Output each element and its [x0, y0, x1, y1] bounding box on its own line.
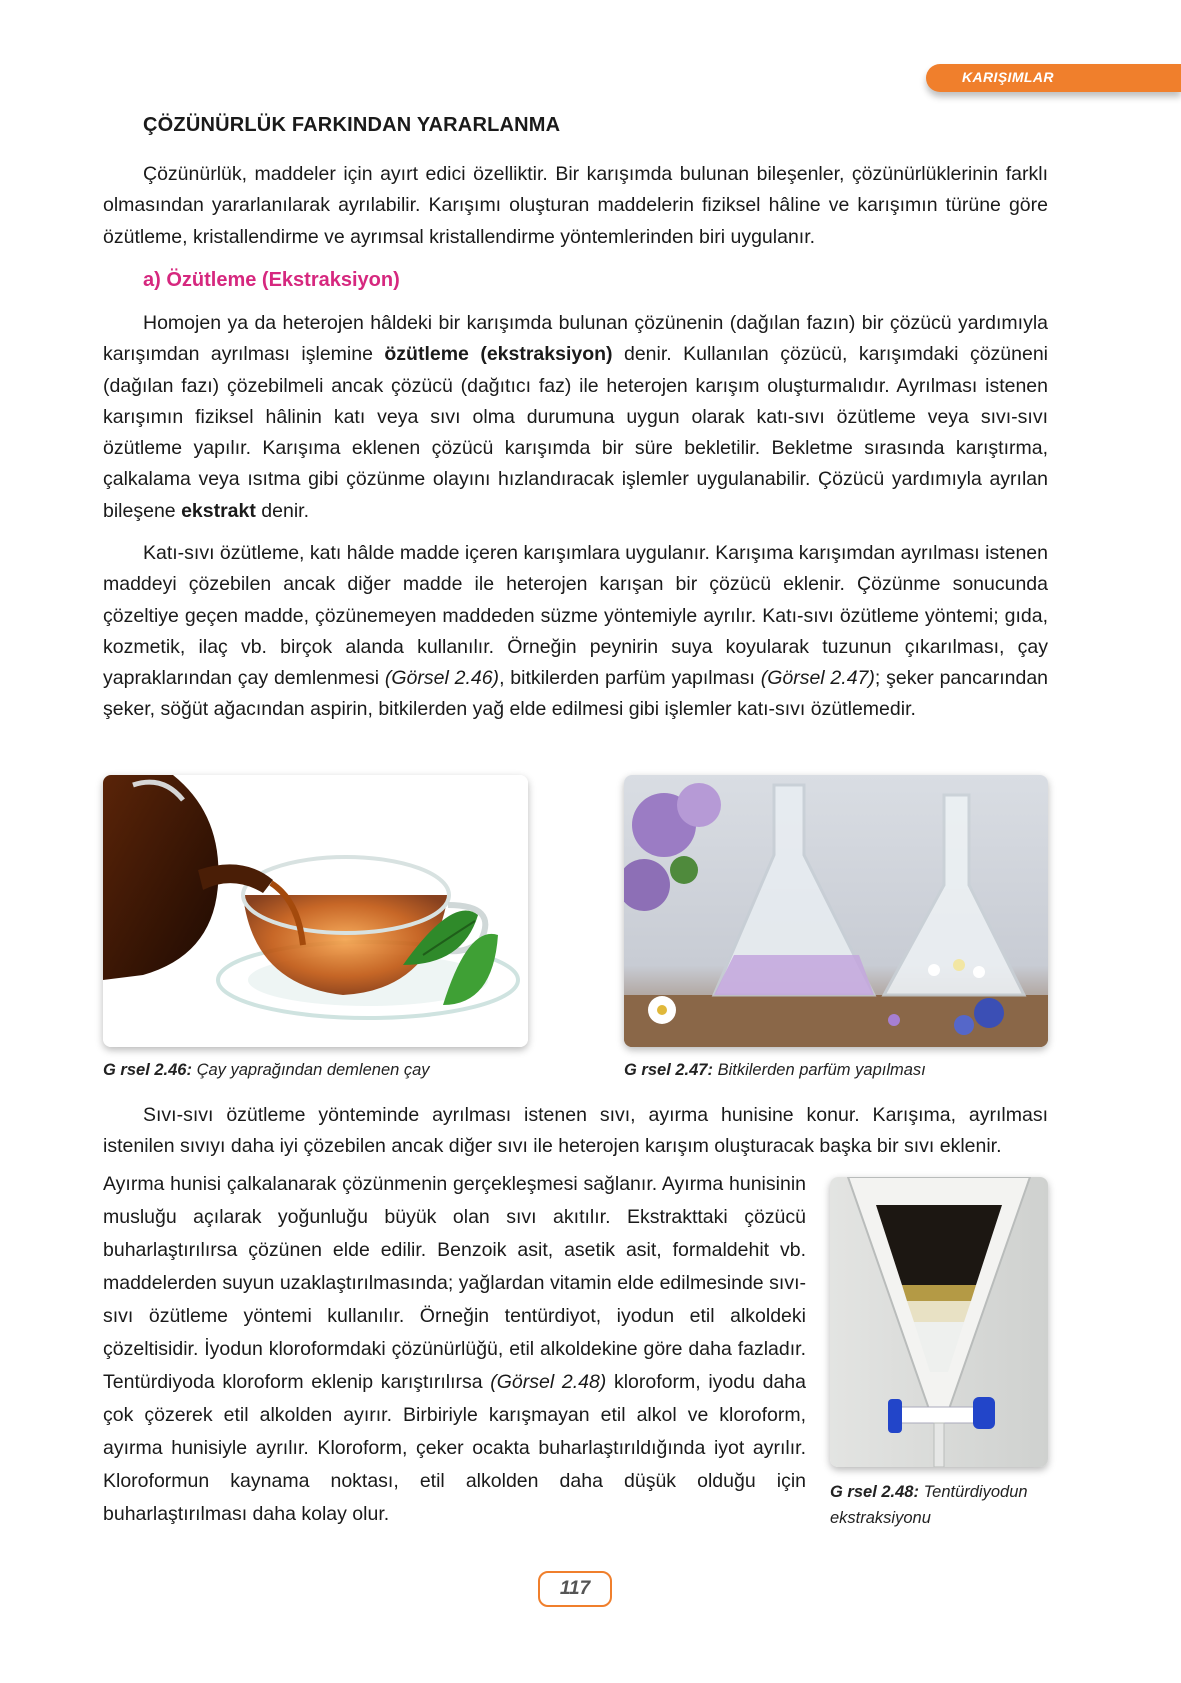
separatory-funnel-photo: [830, 1177, 1048, 1467]
section-title: ÇÖZÜNÜRLÜK FARKINDAN YARARLANMA: [143, 114, 561, 136]
solid-liquid-paragraph: Katı-sıvı özütleme, katı hâlde madde içeren karışımlara uygulanır. Karışıma karışımdan ayrılması istenen maddeyi çözebilen ancak diğer madde ile heterojen karışan bir çözücü eklenir. Çözünme sonucunda çözeltiye geçen madde, çözünemeyen maddeden süzme yöntemiyle ayrılır. Katı-sıvı özütleme yöntemi; gıda, kozmetik, ilaç vb. birçok alanda kullanılır. Örneğin peynirin suya koyularak tuzunun çıkarılması, çay yapraklarından çay demlenmesi (Görsel 2.46), bitkilerden parfüm yapılması (Görsel 2.47); şeker pancarından şeker, söğüt ağacından aspirin, bitkilerden yağ elde edilmesi gibi işlemler katı-sıvı özütlemedir.: [103, 542, 1049, 721]
chapter-tag: [926, 64, 1181, 92]
figure-caption-246: G rsel 2.46: Çay yaprağından demlenen çay: [103, 1061, 430, 1079]
tea-photo: [103, 775, 528, 1047]
intro-paragraph: Çözünürlük, maddeler için ayırt edici özelliktir. Bir karışımda bulunan bileşenler, çözünürlüklerinin farklı olmasından yararlanılarak ayrılabilir. Karışımı oluşturan maddelerin fiziksel hâline ve karışımın türüne göre özütleme, kristallendirme ve ayrımsal kristallendirme yöntemlerinden biri uygulanır.: [103, 163, 1048, 248]
extraction-paragraph: Homojen ya da heterojen hâldeki bir karışımda bulunan çözünenin (dağılan fazın) bir çözücü yardımıyla karışımdan ayrılması işlemine özütleme (ekstraksiyon) denir. Kullanılan çözücü, karışımdaki çözüneni (dağılan fazı) çözebilmeli ancak çözücü (dağıtıcı faz) ile heterojen karışım oluşturmalıdır. Ayrılması istenen karışımın fiziksel hâlinin katı veya sıvı olma durumuna uygun olarak katı-sıvı özütleme veya sıvı-sıvı özütleme yapılır. Karışıma eklenen çözücü karışımda bir süre bekletilir. Bekletme sırasında karıştırma, çalkalama veya ısıtma gibi çözünme olayını hızlandıracak işlemler uygulanabilir. Çözücü yardımıyla ayrılan bileşene ekstrakt denir.: [103, 312, 1049, 522]
chapter-tag-label: KARIŞIMLAR: [962, 69, 1054, 85]
term-extraction: özütleme (ekstraksiyon): [384, 343, 613, 366]
liquid-liquid-paragraph: Sıvı-sıvı özütleme yönteminde ayrılması istenen sıvı, ayırma hunisine konur. Karışıma, ayrılması istenilen sıvıyı daha iyi çözebilen ancak diğer sıvı ile heterojen karışım oluşturacak başka bir sıvı eklenir.: [103, 1104, 1048, 1158]
term-extract: ekstrakt: [181, 499, 256, 522]
tincture-paragraph: Ayırma hunisi çalkalanarak çözünmenin gerçekleşmesi sağlanır. Ayırma hunisinin musluğu açılarak yoğunluğu büyük olan sıvı akıtılır. Ekstrakttaki çözücü buharlaştırılırsa çözünen elde edilir. Benzoik asit, asetik asit, formaldehit vb. maddelerden suyun uzaklaştırılmasında; yağlardan vitamin elde edilmesinde sıvı-sıvı özütleme yöntemi kullanılır. Örneğin tentürdiyot, iyodun etil alkoldeki çözeltisidir. İyodun kloroformdaki çözünürlüğü, etil alkoldekine göre daha fazladır. Tentürdiyoda kloroform eklenip karıştırılırsa (Görsel 2.48) kloroform, iyodu daha çok çözerek etil alkolden ayırır. Birbiriyle karışmayan etil alkol ve kloroform, ayırma hunisiyle ayrılır. Kloroform, çeker ocakta buharlaştırıldığında iyot ayrılır. Kloroformun kaynama noktası, etil alkolden daha düşük olduğu için buharlaştırılması daha kolay olur.: [103, 1173, 806, 1525]
page-number: 117: [538, 1571, 612, 1607]
figure-caption-248: G rsel 2.48: Tentürdiyodun ekstraksiyonu: [830, 1483, 1028, 1527]
subsection-title: a) Özütleme (Ekstraksiyon): [143, 269, 400, 291]
perfume-photo: [624, 775, 1048, 1047]
figure-caption-247: G rsel 2.47: Bitkilerden parfüm yapılması: [624, 1061, 926, 1079]
